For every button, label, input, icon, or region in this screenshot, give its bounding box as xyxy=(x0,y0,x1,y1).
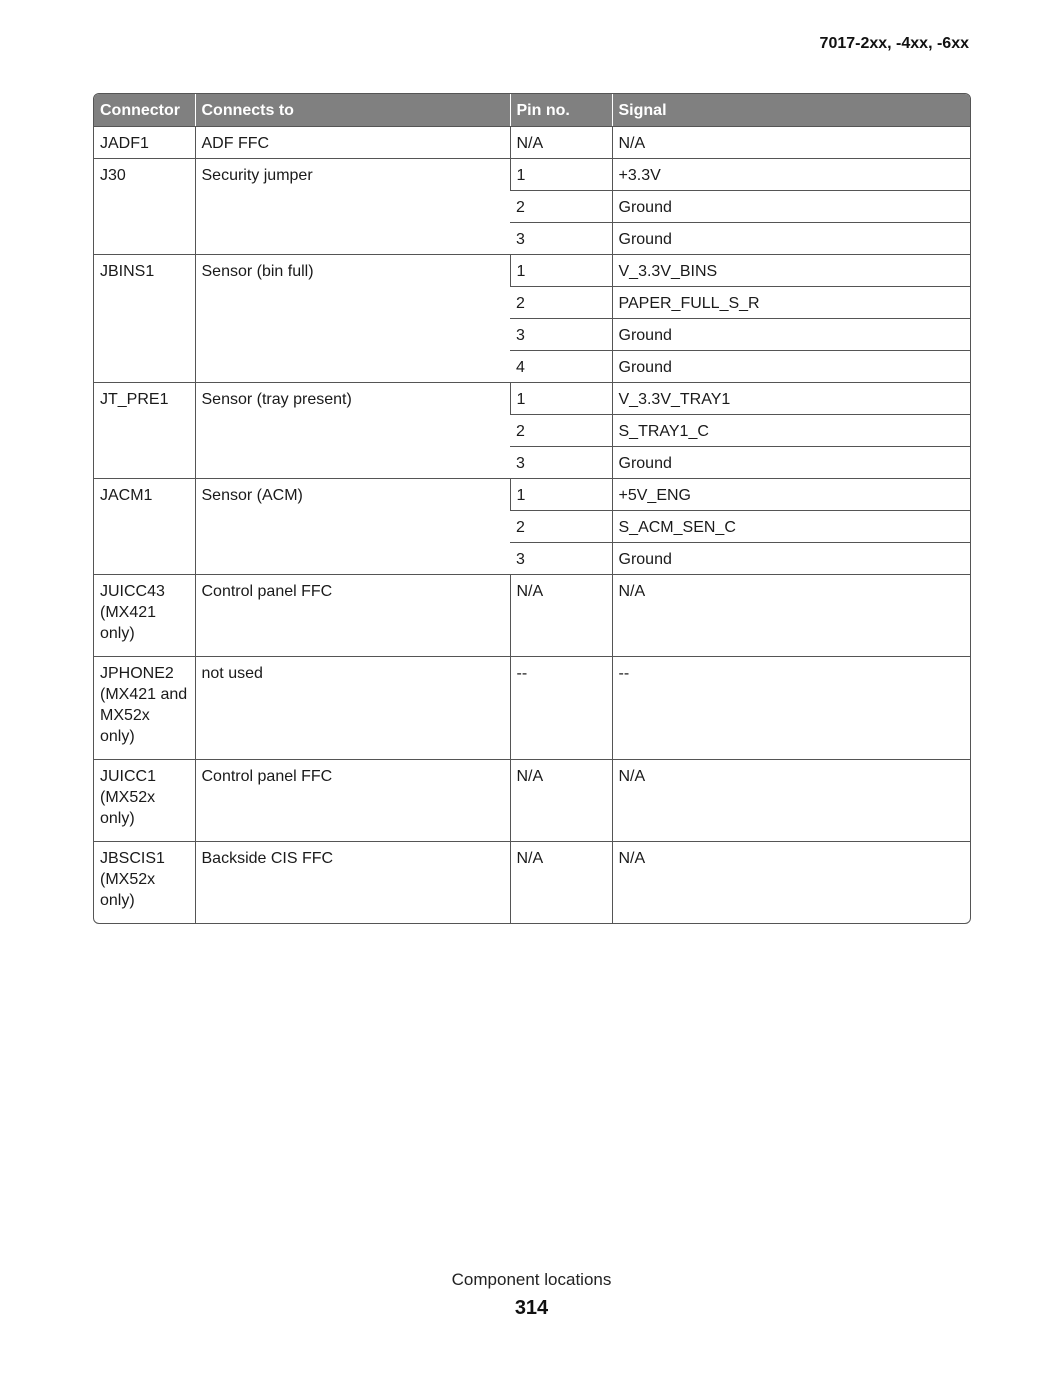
signal-cell: Ground xyxy=(612,351,970,383)
pin-cell: 4 xyxy=(510,351,612,383)
pin-cell: 3 xyxy=(510,447,612,479)
signal-cell: Ground xyxy=(612,543,970,575)
signal-cell: +3.3V xyxy=(612,159,970,191)
table-row xyxy=(94,657,970,760)
pin-cell: 3 xyxy=(510,319,612,351)
pin-cell: 1 xyxy=(510,159,612,191)
pin-cell: 2 xyxy=(510,191,612,223)
signal-cell: Ground xyxy=(612,191,970,223)
signal-cell: Ground xyxy=(612,447,970,479)
connects-to-cell: Security jumper xyxy=(195,159,510,255)
column-header-signal: Signal xyxy=(612,94,970,127)
connector-cell: JPHONE2 (MX421 and MX52x only) xyxy=(94,657,195,760)
connects-to-cell: Backside CIS FFC xyxy=(195,842,510,924)
signal-cell: N/A xyxy=(612,842,970,924)
signal-cell: Ground xyxy=(612,223,970,255)
connector-cell: J30 xyxy=(94,159,195,255)
connects-to-cell: ADF FFC xyxy=(195,127,510,159)
connector-cell: JBSCIS1 (MX52x only) xyxy=(94,842,195,924)
connector-cell: JACM1 xyxy=(94,479,195,575)
pin-cell: 1 xyxy=(510,255,612,287)
pin-cell: N/A xyxy=(510,575,612,657)
table-row xyxy=(94,159,970,191)
signal-cell: S_TRAY1_C xyxy=(612,415,970,447)
connector-table xyxy=(93,93,971,924)
signal-cell: N/A xyxy=(612,575,970,657)
table-row xyxy=(94,842,970,924)
pin-cell: N/A xyxy=(510,842,612,924)
connects-to-cell: Sensor (bin full) xyxy=(195,255,510,383)
pin-cell: 2 xyxy=(510,415,612,447)
pin-cell: N/A xyxy=(510,760,612,842)
pin-cell: 2 xyxy=(510,287,612,319)
table-row xyxy=(94,479,970,511)
connects-to-cell: not used xyxy=(195,657,510,760)
pin-cell: 3 xyxy=(510,543,612,575)
connects-to-cell: Sensor (ACM) xyxy=(195,479,510,575)
column-header-connector: Connector xyxy=(94,94,195,127)
connector-cell: JADF1 xyxy=(100,135,149,152)
signal-cell: +5V_ENG xyxy=(612,479,970,511)
signal-cell: N/A xyxy=(612,760,970,842)
table-row xyxy=(94,255,970,287)
table-row xyxy=(94,760,970,842)
page-header-model: 7017-2xx, -4xx, -6xx xyxy=(819,35,969,52)
column-header-connects-to: Connects to xyxy=(195,94,510,127)
signal-cell: V_3.3V_BINS xyxy=(612,255,970,287)
signal-cell: -- xyxy=(612,657,970,760)
pin-cell: -- xyxy=(510,657,612,760)
table-row xyxy=(94,383,970,415)
signal-cell: V_3.3V_TRAY1 xyxy=(612,383,970,415)
table-row xyxy=(94,575,970,657)
connects-to-cell: Control panel FFC xyxy=(195,575,510,657)
connector-cell: JT_PRE1 xyxy=(94,383,195,479)
pin-cell: N/A xyxy=(510,127,612,159)
signal-cell: S_ACM_SEN_C xyxy=(612,511,970,543)
table-header-row xyxy=(94,94,970,127)
connector-cell: JUICC43 (MX421 only) xyxy=(94,575,195,657)
pin-cell: 2 xyxy=(510,511,612,543)
connects-to-cell: Sensor (tray present) xyxy=(195,383,510,479)
signal-cell: N/A xyxy=(612,127,970,159)
signal-cell: PAPER_FULL_S_R xyxy=(612,287,970,319)
page-number: 314 xyxy=(514,1297,549,1319)
page-footer xyxy=(0,1270,1063,1320)
pin-cell: 1 xyxy=(510,383,612,415)
connector-cell: JBINS1 xyxy=(94,255,195,383)
connector-cell: JUICC1 (MX52x only) xyxy=(94,760,195,842)
signal-cell: Ground xyxy=(612,319,970,351)
table-row xyxy=(94,127,970,159)
column-header-pin-no: Pin no. xyxy=(510,94,612,127)
pin-cell: 3 xyxy=(510,223,612,255)
footer-section-title: Component locations xyxy=(451,1270,612,1289)
pin-cell: 1 xyxy=(510,479,612,511)
connects-to-cell: Control panel FFC xyxy=(195,760,510,842)
